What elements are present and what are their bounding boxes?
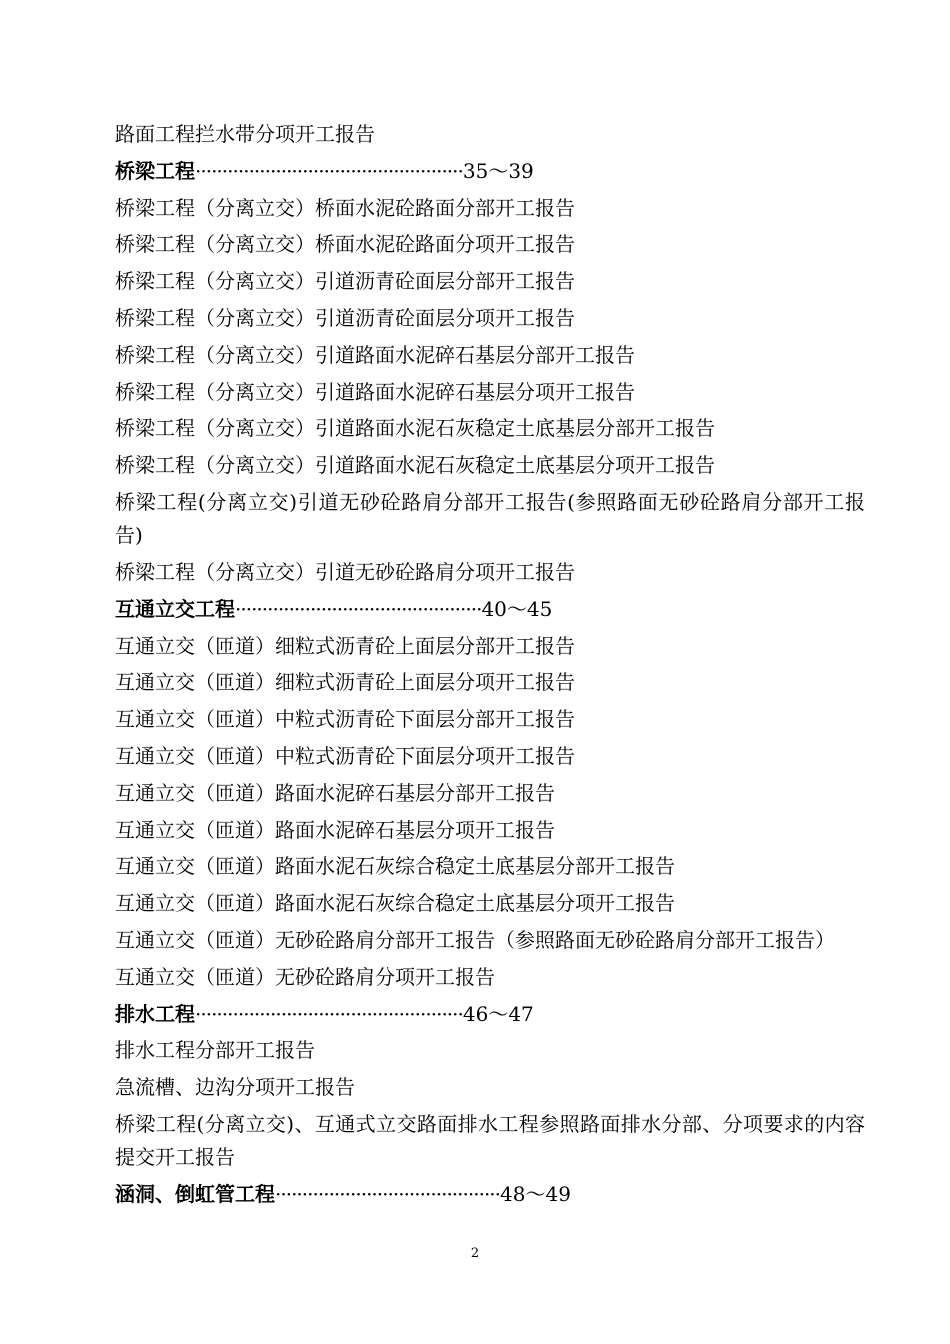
dot-leader: ·················································· (195, 1001, 463, 1026)
section-title: 涵洞、倒虹管工程 (115, 1181, 275, 1206)
toc-entry: 互通立交（匝道）路面水泥石灰综合稳定土底基层分项开工报告 (115, 891, 675, 916)
section-title: 桥梁工程 (115, 158, 195, 183)
toc-entry: 桥梁工程（分离立交）引道路面水泥石灰稳定土底基层分部开工报告 (115, 416, 715, 441)
section-title: 互通立交工程 (115, 596, 235, 621)
toc-entry: 桥梁工程（分离立交）引道无砂砼路肩分项开工报告 (115, 559, 575, 584)
toc-entry: 互通立交（匝道）无砂砼路肩分项开工报告 (115, 964, 495, 989)
toc-entry: 桥梁工程（分离立交）引道路面水泥石灰稳定土底基层分项开工报告 (115, 453, 715, 478)
page-range: 35～39 (462, 158, 534, 183)
toc-entry: 桥梁工程（分离立交）引道沥青砼面层分部开工报告 (115, 269, 575, 294)
dot-leader: ·············································· (235, 596, 482, 621)
toc-entry: 急流槽、边沟分项开工报告 (115, 1075, 355, 1100)
toc-entry: 互通立交（匝道）无砂砼路肩分部开工报告（参照路面无砂砼路肩分部开工报告） (115, 927, 835, 952)
toc-entry: 桥梁工程（分离立交）桥面水泥砼路面分项开工报告 (115, 232, 575, 257)
toc-entry: 桥梁工程（分离立交）桥面水泥砼路面分部开工报告 (115, 195, 575, 220)
toc-entry: 互通立交（匝道）路面水泥石灰综合稳定土底基层分部开工报告 (115, 854, 675, 879)
toc-entry: 互通立交（匝道）中粒式沥青砼下面层分项开工报告 (115, 743, 575, 768)
toc-section-heading (115, 1176, 865, 1213)
toc-entry: 路面工程拦水带分项开工报告 (115, 122, 375, 146)
section-title: 排水工程 (115, 1001, 195, 1026)
toc-entry: 桥梁工程（分离立交）引道路面水泥碎石基层分项开工报告 (115, 379, 635, 404)
toc-section-heading (115, 153, 865, 190)
page-range: 40～45 (481, 596, 553, 621)
toc-section-heading (115, 996, 865, 1033)
toc-entry: 桥梁工程(分离立交)引道无砂砼路肩分部开工报告(参照路面无砂砼路肩分部开工报告) (115, 489, 865, 547)
toc-entry: 互通立交（匝道）路面水泥碎石基层分项开工报告 (115, 817, 555, 842)
toc-entry: 排水工程分部开工报告 (115, 1038, 315, 1063)
table-of-contents (115, 116, 865, 1213)
toc-section-heading (115, 591, 865, 628)
dot-leader: ·················································· (195, 158, 463, 183)
page-number: 2 (470, 1246, 480, 1261)
toc-entry: 互通立交（匝道）中粒式沥青砼下面层分部开工报告 (115, 707, 575, 732)
page-range: 48～49 (500, 1181, 571, 1206)
toc-entry: 互通立交（匝道）路面水泥碎石基层分部开工报告 (115, 780, 555, 805)
toc-entry: 桥梁工程（分离立交）引道路面水泥碎石基层分部开工报告 (115, 342, 635, 367)
toc-entry: 互通立交（匝道）细粒式沥青砼上面层分部开工报告 (115, 633, 575, 658)
toc-entry: 桥梁工程(分离立交)、互通式立交路面排水工程参照路面排水分部、分项要求的内容提交开工报告 (115, 1111, 865, 1169)
dot-leader: ·········································· (275, 1181, 501, 1206)
page-range: 46～47 (462, 1001, 534, 1026)
toc-entry: 桥梁工程（分离立交）引道沥青砼面层分项开工报告 (115, 305, 575, 330)
toc-entry: 互通立交（匝道）细粒式沥青砼上面层分项开工报告 (115, 670, 575, 695)
